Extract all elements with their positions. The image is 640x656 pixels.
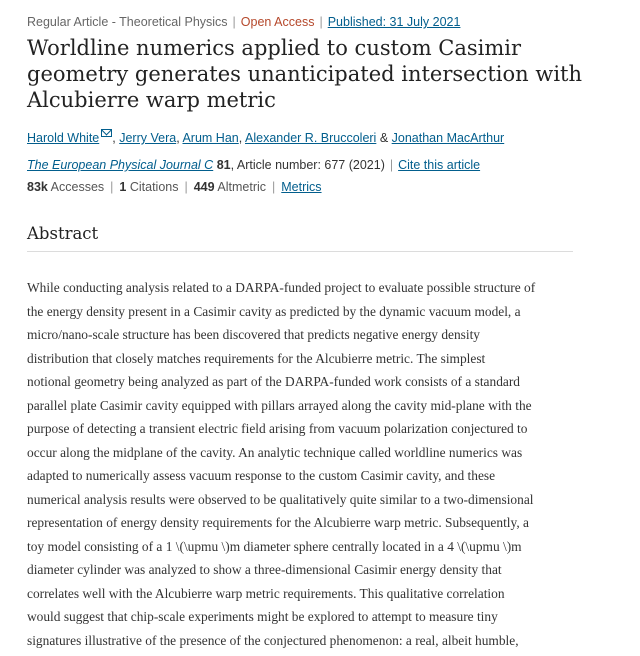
abstract-line: diameter cylinder was analyzed to show a three-dimensional Casimir energy density that [27,562,502,577]
abstract-text [27,276,575,652]
separator: | [319,15,323,29]
citations-count: 1 [119,180,127,194]
author-and: & [379,131,389,145]
abstract-line: representation of energy density requirements for the Alcubierre warp metric. Subsequently, a [27,515,529,530]
cite-this-article-link[interactable]: Cite this article [398,158,481,172]
author-link[interactable]: Alexander R. Bruccoleri [245,131,377,145]
abstract-line: notional geometry being analyzed as part of the DARPA-funded work consists of a standard [27,374,520,389]
abstract-line: micro/nano-scale structure has been discovered that predicts negative energy density [27,327,481,342]
author-link[interactable]: Jonathan MacArthur [391,131,505,145]
abstract-line: would suggest that chip-scale experiments might be explored to attempt to measure tiny [27,609,498,624]
journal-volume: 81 [216,158,231,172]
accesses-count: 83k [27,180,48,194]
abstract-line: While conducting analysis related to a DARPA-funded project to evaluate possible structure of [27,280,536,295]
abstract-line: signatures illustrative of the presence of the conjectured phenomenon: a real, albeit humble, [27,632,519,648]
metrics-link[interactable]: Metrics [281,180,322,194]
abstract-line: correlates well with the Alcubierre warp metric requirements. This qualitative correlation [27,585,505,601]
author-link[interactable]: Harold White [27,131,100,145]
abstract-line: toy model consisting of a 1 \(\upmu \)m diameter sphere centrally located in a 4 \(\upmu \)m [27,538,522,554]
altmetric-label: Altmetric [217,180,267,194]
separator: | [272,180,276,194]
article-meta-bar [27,15,460,29]
article-metrics [27,180,322,194]
separator: | [389,158,394,172]
accesses-label: Accesses [50,180,105,194]
mail-icon[interactable] [101,129,112,137]
journal-link[interactable]: The European Physical Journal C [27,158,214,172]
separator: | [110,180,114,194]
altmetric-score: 449 [193,180,215,194]
article-type: Regular Article - Theoretical Physics [27,15,228,29]
author-link[interactable]: Jerry Vera [119,131,177,145]
author-link[interactable]: Arum Han [182,131,239,145]
author-list: Harold White , Jerry Vera, Arum Han, Alexander R. Bruccoleri & Jonathan MacArthur [27,131,505,145]
abstract-line: occur along the midplane of the cavity. An analytic technique called worldline numerics was [27,444,523,460]
abstract-line: adapted to numerically assess vacuum response to the custom Casimir cavity, and these [27,468,496,483]
abstract-line: distribution that closely matches requirements for the Alcubierre metric. The simplest [27,350,486,366]
article-number: , Article number: 677 (2021) [230,158,385,172]
article-title: Worldline numerics applied to custom Casimir geometry generates unanticipated intersection with Alcubierre warp metric [27,36,583,112]
abstract-line: the energy density present in a Casimir cavity as predicted by the dynamic vacuum model, a [27,303,521,319]
open-access-badge: Open Access [240,15,315,29]
abstract-line: parallel plate Casimir cavity equipped with pillars arrayed along the cavity mid-plane with the [27,397,532,413]
citations-label: Citations [129,180,179,194]
separator: | [232,15,236,29]
published-date-link[interactable]: Published: 31 July 2021 [327,15,461,29]
abstract-line: numerical analysis results were observed to be qualitatively quite similar to a two-dimensional [27,491,534,507]
journal-citation [27,158,480,172]
separator: | [184,180,188,194]
abstract-line: purpose of detecting a transient electric field arising from vacuum polarization conjectured to [27,421,528,436]
section-divider [27,251,573,252]
abstract-heading: Abstract [27,224,99,243]
